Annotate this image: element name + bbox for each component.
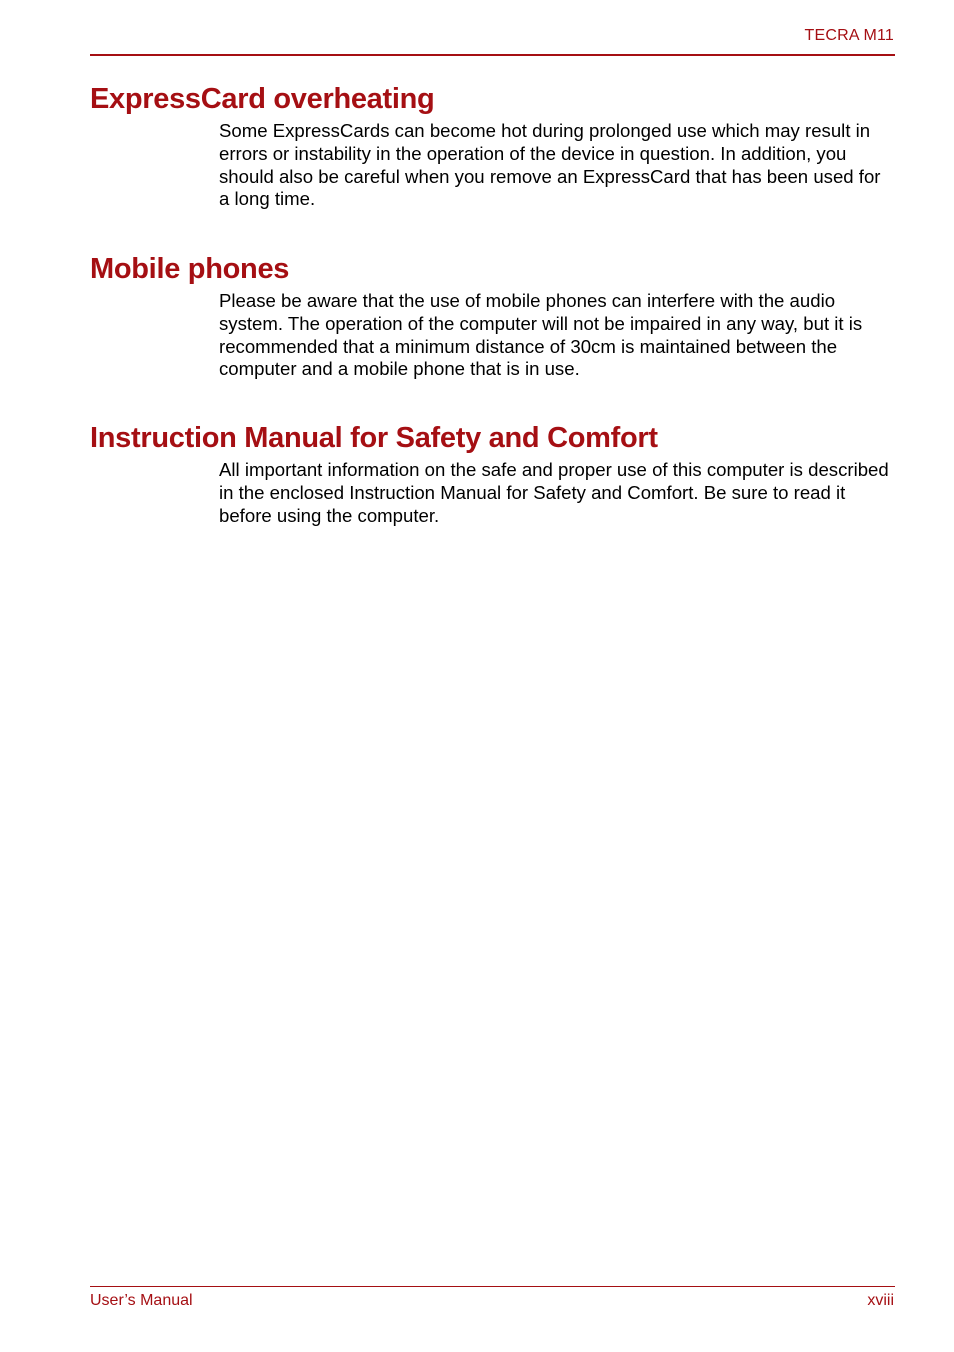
running-header-title: TECRA M11	[804, 27, 894, 44]
page-number: xviii	[867, 1292, 894, 1309]
section-body: Please be aware that the use of mobile phones can interfere with the audio system. The operation of the computer will not be impaired in any way, but it is recommended that a minimum distance of 30cm is maintained between the computer and a mobile phone that is in use.	[219, 290, 863, 380]
section-heading: ExpressCard overheating	[90, 83, 435, 115]
section-mobile-phones	[90, 251, 895, 381]
footer-manual-label: User’s Manual	[90, 1292, 193, 1309]
section-body: All important information on the safe and proper use of this computer is described in the enclosed Instruction Manual for Safety and Comfort. Be sure to read it before using the computer.	[219, 459, 889, 526]
section-body: Some ExpressCards can become hot during prolonged use which may result in errors or instability in the operation of the device in question. In addition, you should also be careful when you remove an ExpressCard that has been used for a long time.	[219, 120, 881, 210]
section-expresscard-overheating	[90, 81, 895, 211]
section-instruction-manual	[90, 420, 895, 527]
section-heading: Mobile phones	[90, 253, 290, 285]
section-heading: Instruction Manual for Safety and Comfort	[90, 422, 658, 454]
header-divider	[90, 54, 895, 56]
footer-divider	[90, 1286, 895, 1287]
